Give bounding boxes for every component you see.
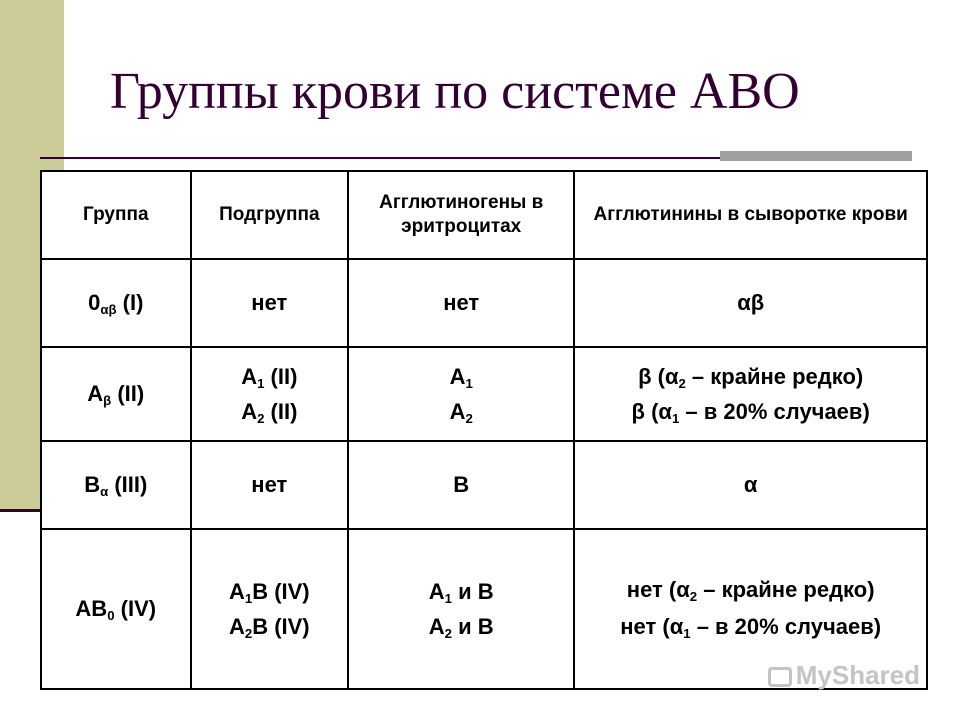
table-row (41, 259, 927, 347)
agglutinogens-cell (348, 347, 574, 441)
group-suffix: (II) (111, 380, 145, 406)
blood-group-table (40, 170, 928, 690)
subgroup-sub: 1 (244, 590, 253, 606)
presentation-icon (768, 667, 792, 687)
table-row (41, 347, 927, 441)
agglutinogens-cell: B (348, 441, 574, 529)
agglutinogens-cell (348, 529, 574, 689)
agglutinogen-base: A (449, 363, 466, 389)
agglutinin-sub: 2 (689, 588, 698, 604)
agglutinin-line (581, 613, 920, 642)
page-title: Группы крови по системе АВО (110, 63, 800, 120)
subgroup-line (198, 609, 342, 644)
group-cell (41, 441, 191, 529)
subgroup-sub: 1 (257, 375, 265, 391)
group-cell (41, 347, 191, 441)
table-row (41, 441, 927, 529)
subgroup-suffix: (II) (264, 399, 298, 424)
subgroup-sub: 2 (257, 410, 265, 426)
agglutinogen-base: A (428, 578, 445, 604)
agglutinin-sub: 2 (678, 375, 686, 391)
agglutinin-prefix: β (α (631, 399, 672, 424)
subgroup-suffix: (II) (264, 363, 298, 389)
group-base: B (84, 471, 101, 497)
agglutinin-line (581, 394, 920, 429)
agglutinogen-line (355, 609, 567, 644)
subgroup-cell: нет (191, 259, 349, 347)
agglutinin-suffix: – в 20% случаев) (690, 614, 882, 639)
subgroup-cell (191, 529, 349, 689)
header-subgroup: Подгруппа (191, 171, 349, 259)
agglutinin-suffix: – крайне редко) (697, 576, 875, 602)
subgroup-line (198, 574, 342, 609)
group-suffix: (I) (116, 289, 144, 315)
agglutinins-cell: αβ (574, 259, 927, 347)
agglutinogens-cell: нет (348, 259, 574, 347)
subgroup-base: A (228, 614, 245, 639)
group-cell (41, 259, 191, 347)
agglutinin-prefix: β (α (638, 363, 679, 389)
agglutinin-line (581, 359, 920, 394)
watermark (768, 660, 920, 691)
agglutinogen-sub: 1 (444, 590, 452, 606)
group-suffix: (IV) (114, 595, 157, 621)
agglutinin-prefix: нет (α (620, 614, 684, 639)
table-header-row (41, 171, 927, 259)
accent-bar (720, 151, 912, 161)
subgroup-cell (191, 347, 349, 441)
header-agglutinogens: Агглютиногены в эритроцитах (348, 171, 574, 259)
agglutinin-prefix: нет (α (626, 576, 690, 602)
subgroup-suffix: B (IV) (252, 614, 310, 639)
agglutinins-cell (574, 347, 927, 441)
agglutinin-suffix: – крайне редко) (685, 363, 864, 389)
subgroup-sub: 2 (244, 625, 253, 641)
subgroup-base: A (241, 399, 258, 424)
subgroup-base: A (228, 578, 245, 604)
agglutinogen-sub: 1 (465, 375, 473, 391)
agglutinin-line (581, 576, 920, 605)
agglutinogen-sub: 2 (465, 410, 473, 426)
group-sub: β (103, 392, 112, 408)
agglutinin-sub: 1 (683, 625, 691, 641)
group-base: A (87, 380, 104, 406)
agglutinogen-line (355, 394, 567, 429)
agglutinogen-suffix: и B (452, 614, 494, 639)
group-sub: 0 (107, 607, 115, 623)
agglutinin-suffix: – в 20% случаев) (679, 399, 870, 424)
group-base: 0 (88, 289, 101, 315)
group-base: AB (75, 595, 108, 621)
group-sub: α (100, 483, 109, 499)
agglutinin-sub: 1 (671, 410, 680, 426)
agglutinogen-sub: 2 (444, 625, 452, 641)
watermark-text: MyShared (795, 660, 920, 690)
agglutinogen-base: A (428, 614, 445, 639)
subgroup-line (198, 394, 342, 429)
subgroup-cell: нет (191, 441, 349, 529)
group-cell (41, 529, 191, 689)
subgroup-line (198, 359, 342, 394)
group-suffix: (III) (108, 471, 148, 497)
agglutinogen-line (355, 359, 567, 394)
subgroup-base: A (241, 363, 258, 389)
agglutinogen-line (355, 574, 567, 609)
subgroup-suffix: B (IV) (252, 578, 310, 604)
header-group: Группа (41, 171, 191, 259)
agglutinins-cell: α (574, 441, 927, 529)
agglutinogen-suffix: и B (452, 578, 494, 604)
header-agglutinins: Агглютинины в сыворотке крови (574, 171, 927, 259)
group-sub: αβ (100, 301, 117, 317)
agglutinogen-base: A (449, 399, 466, 424)
